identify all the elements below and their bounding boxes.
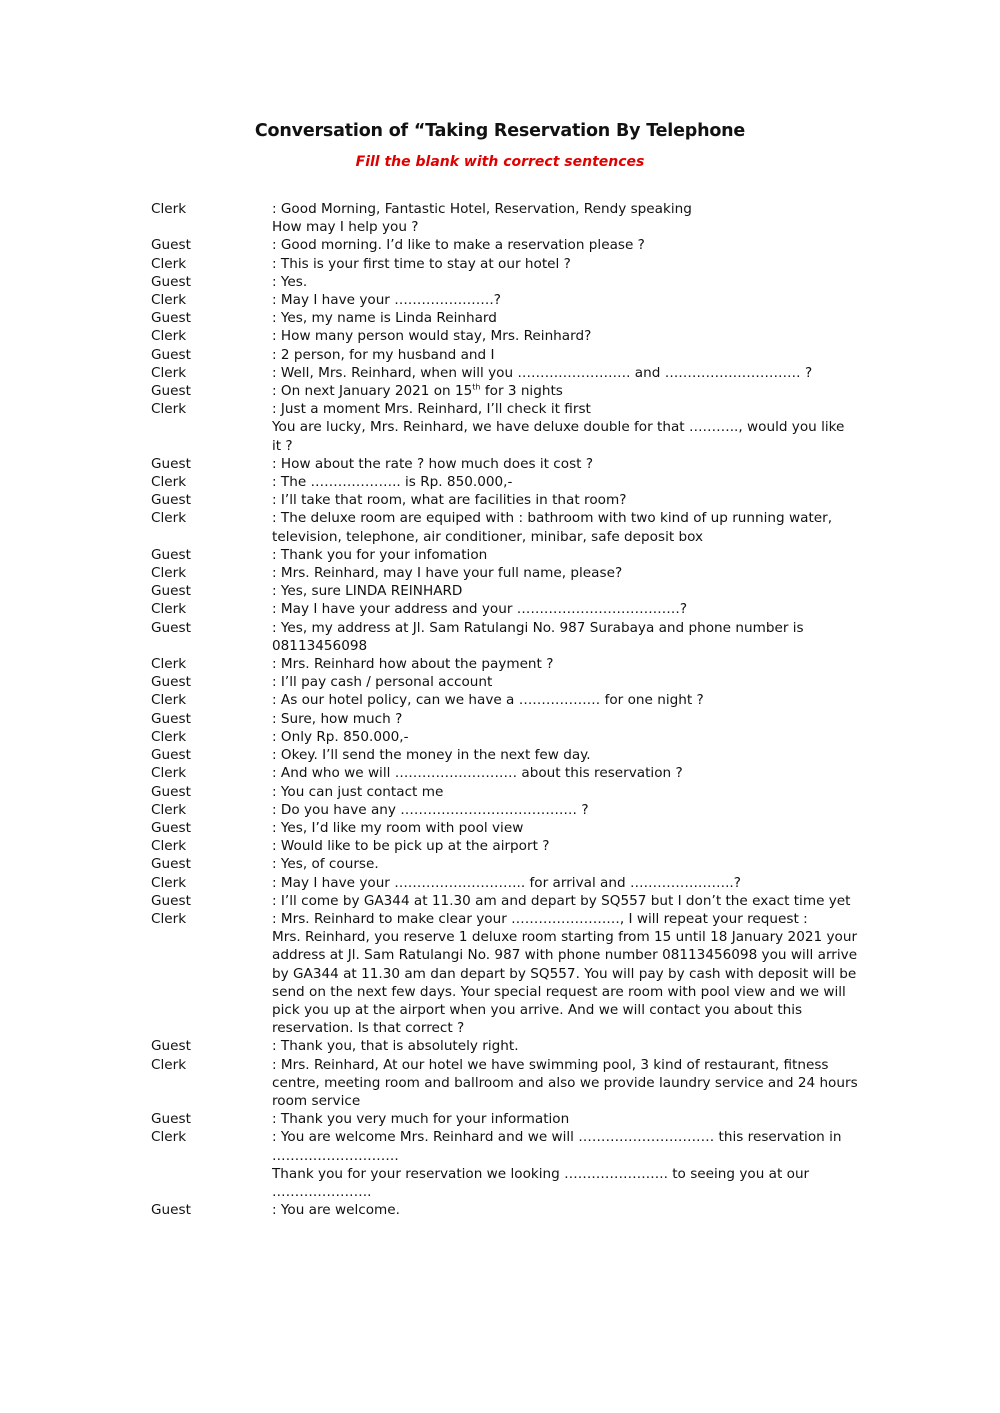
dialogue-line: : Yes, my address at Jl. Sam Ratulangi No. 987 Surabaya and phone number is [272, 619, 804, 636]
dialogue-text [272, 509, 856, 545]
dialogue-text [272, 691, 856, 709]
dialogue-row [151, 728, 856, 746]
dialogue-text [272, 855, 856, 873]
dialogue-text [272, 1110, 856, 1128]
speaker-label: Guest [151, 674, 191, 691]
dialogue-text [272, 291, 856, 309]
dialogue-line: it ? [272, 437, 293, 454]
speaker-label: Guest [151, 783, 191, 800]
dialogue-line: : How about the rate ? how much does it cost ? [272, 455, 594, 472]
dialogue-line: television, telephone, air conditioner, minibar, safe deposit box [272, 528, 704, 545]
speaker-label: Clerk [151, 910, 187, 927]
dialogue-text [272, 346, 856, 364]
speaker-label: Clerk [151, 601, 187, 618]
dialogue-line: ………………………. [272, 1147, 399, 1164]
dialogue-text [272, 327, 856, 345]
dialogue-text [272, 236, 856, 254]
speaker-label: Clerk [151, 656, 187, 673]
speaker-label: Clerk [151, 565, 187, 582]
dialogue-text [272, 273, 856, 291]
dialogue-text [272, 673, 856, 691]
dialogue-text [272, 1037, 856, 1055]
dialogue-text [272, 455, 856, 473]
speaker-label: Guest [151, 455, 191, 472]
dialogue-line: : Yes, sure LINDA REINHARD [272, 583, 463, 600]
dialogue-line: : I’ll pay cash / personal account [272, 674, 493, 691]
speaker-label: Guest [151, 346, 191, 363]
dialogue-text [272, 582, 856, 600]
speaker-label: Clerk [151, 201, 187, 217]
dialogue-row [151, 236, 856, 254]
dialogue-list [151, 200, 856, 1219]
dialogue-row [151, 582, 856, 600]
dialogue-line: : Mrs. Reinhard, At our hotel we have swimming pool, 3 kind of restaurant, fitness [272, 1056, 829, 1073]
dialogue-row [151, 509, 856, 545]
dialogue-row [151, 619, 856, 655]
speaker-label: Clerk [151, 765, 187, 782]
dialogue-line: : May I have your ………………….? [272, 292, 501, 309]
line-part: for 3 nights [480, 383, 563, 400]
speaker-label: Guest [151, 492, 191, 509]
dialogue-text [272, 819, 856, 837]
line-part: : On next January 2021 on 15 [272, 383, 473, 400]
dialogue-row [151, 673, 856, 691]
dialogue-line: 08113456098 [272, 637, 368, 654]
dialogue-text [272, 400, 856, 455]
speaker-label: Guest [151, 856, 191, 873]
dialogue-line: : The ……………….. is Rp. 850.000,- [272, 474, 513, 491]
speaker-label: Guest [151, 892, 191, 909]
dialogue-line: How may I help you ? [272, 219, 419, 236]
dialogue-row [151, 546, 856, 564]
dialogue-row [151, 564, 856, 582]
dialogue-text [272, 364, 856, 382]
dialogue-line: : Mrs. Reinhard to make clear your ……………………, I will repeat your request : [272, 910, 808, 927]
dialogue-line: …………………. [272, 1183, 372, 1200]
dialogue-line: : Would like to be pick up at the airport ? [272, 838, 550, 855]
speaker-label: Clerk [151, 401, 187, 418]
dialogue-text [272, 382, 856, 400]
dialogue-text [272, 783, 856, 801]
dialogue-line: : Yes. [272, 273, 308, 290]
dialogue-text [272, 746, 856, 764]
dialogue-line: : May I have your ……………………….. for arrival and …………………..? [272, 874, 741, 891]
dialogue-row [151, 455, 856, 473]
dialogue-row [151, 691, 856, 709]
dialogue-row [151, 892, 856, 910]
dialogue-line: : Good Morning, Fantastic Hotel, Reservation, Rendy speaking [272, 201, 692, 217]
dialogue-line: : As our hotel policy, can we have a ……………… for one night ? [272, 692, 704, 709]
dialogue-text [272, 1128, 856, 1201]
dialogue-row [151, 1110, 856, 1128]
dialogue-row [151, 382, 856, 400]
dialogue-row [151, 910, 856, 1037]
speaker-label: Clerk [151, 1129, 187, 1146]
speaker-label: Guest [151, 819, 191, 836]
dialogue-row [151, 801, 856, 819]
dialogue-text [272, 1201, 856, 1219]
dialogue-text [272, 600, 856, 618]
dialogue-row [151, 746, 856, 764]
dialogue-line: send on the next few days. Your special request are room with pool view and we will [272, 983, 846, 1000]
dialogue-text [272, 655, 856, 673]
dialogue-row [151, 855, 856, 873]
dialogue-row [151, 200, 856, 236]
dialogue-line [272, 382, 856, 400]
dialogue-text [272, 564, 856, 582]
dialogue-line: : Yes, I’d like my room with pool view [272, 819, 524, 836]
dialogue-row [151, 273, 856, 291]
dialogue-row [151, 1037, 856, 1055]
dialogue-line: : Just a moment Mrs. Reinhard, I’ll check it first [272, 401, 591, 418]
dialogue-row [151, 255, 856, 273]
dialogue-line: : You are welcome Mrs. Reinhard and we will ………………………… this reservation in [272, 1129, 842, 1146]
dialogue-line: : The deluxe room are equiped with : bathroom with two kind of up running water, [272, 510, 833, 527]
dialogue-line: : And who we will ……………………… about this reservation ? [272, 765, 683, 782]
dialogue-row [151, 473, 856, 491]
dialogue-text [272, 874, 856, 892]
dialogue-text [272, 837, 856, 855]
speaker-label: Guest [151, 383, 191, 400]
speaker-label: Clerk [151, 328, 187, 345]
dialogue-row [151, 837, 856, 855]
dialogue-text [272, 801, 856, 819]
dialogue-line: by GA344 at 11.30 am dan depart by SQ557. You will pay by cash with deposit will be [272, 965, 857, 982]
dialogue-row [151, 710, 856, 728]
dialogue-row [151, 400, 856, 455]
speaker-label: Clerk [151, 692, 187, 709]
dialogue-text [272, 1056, 858, 1111]
speaker-label: Guest [151, 710, 191, 727]
dialogue-line: : Thank you for your infomation [272, 546, 488, 563]
dialogue-text [272, 619, 856, 655]
speaker-label: Guest [151, 546, 191, 563]
dialogue-line: You are lucky, Mrs. Reinhard, we have deluxe double for that ……….., would you like [272, 419, 845, 436]
dialogue-row [151, 327, 856, 345]
speaker-label: Guest [151, 619, 191, 636]
speaker-label: Clerk [151, 874, 187, 891]
dialogue-line: : You can just contact me [272, 783, 444, 800]
speaker-label: Guest [151, 1038, 191, 1055]
dialogue-line: Mrs. Reinhard, you reserve 1 deluxe room starting from 15 until 18 January 2021 your [272, 929, 858, 946]
dialogue-line: : Do you have any ………………………………… ? [272, 801, 589, 818]
dialogue-line: Thank you for your reservation we looking ………………….. to seeing you at our [272, 1165, 810, 1182]
dialogue-line: : Thank you, that is absolutely right. [272, 1038, 519, 1055]
dialogue-line: : Mrs. Reinhard, may I have your full name, please? [272, 565, 623, 582]
dialogue-line: : Mrs. Reinhard how about the payment ? [272, 656, 554, 673]
dialogue-line: : Only Rp. 850.000,- [272, 728, 409, 745]
dialogue-line: : Yes, of course. [272, 856, 379, 873]
dialogue-line: centre, meeting room and ballroom and also we provide laundry service and 24 hours [272, 1074, 858, 1091]
dialogue-text [272, 546, 856, 564]
dialogue-row [151, 346, 856, 364]
speaker-label: Clerk [151, 801, 187, 818]
ordinal-suffix: th [472, 382, 481, 392]
dialogue-line: room service [272, 1092, 361, 1109]
dialogue-row [151, 764, 856, 782]
dialogue-line: reservation. Is that correct ? [272, 1020, 465, 1037]
speaker-label: Guest [151, 583, 191, 600]
instruction-subtitle: Fill the blank with correct sentences [355, 154, 645, 170]
dialogue-line: : Sure, how much ? [272, 710, 403, 727]
dialogue-text [272, 255, 856, 273]
dialogue-text [272, 200, 856, 236]
speaker-label: Clerk [151, 510, 187, 527]
dialogue-line: : This is your first time to stay at our hotel ? [272, 255, 571, 272]
dialogue-row [151, 1056, 856, 1111]
dialogue-line: : You are welcome. [272, 1202, 400, 1219]
dialogue-text [272, 309, 856, 327]
dialogue-text [272, 710, 856, 728]
speaker-label: Clerk [151, 474, 187, 491]
dialogue-line: : Okey. I’ll send the money in the next few day. [272, 747, 591, 764]
dialogue-line: pick you up at the airport when you arrive. And we will contact you about this [272, 1001, 803, 1018]
dialogue-text [272, 491, 856, 509]
speaker-label: Guest [151, 747, 191, 764]
speaker-label: Clerk [151, 838, 187, 855]
dialogue-row [151, 600, 856, 618]
dialogue-row [151, 491, 856, 509]
dialogue-row [151, 364, 856, 382]
dialogue-line: : Good morning. I’d like to make a reservation please ? [272, 237, 645, 254]
dialogue-line: : 2 person, for my husband and I [272, 346, 495, 363]
speaker-label: Guest [151, 273, 191, 290]
speaker-label: Guest [151, 237, 191, 254]
dialogue-text [272, 764, 856, 782]
speaker-label: Clerk [151, 364, 187, 381]
page-title: Conversation of “Taking Reservation By Telephone [254, 121, 746, 141]
dialogue-text [272, 473, 856, 491]
dialogue-text [272, 892, 856, 910]
speaker-label: Clerk [151, 292, 187, 309]
dialogue-row [151, 291, 856, 309]
speaker-label: Clerk [151, 728, 187, 745]
dialogue-line: : I’ll take that room, what are facilities in that room? [272, 492, 627, 509]
dialogue-row [151, 783, 856, 801]
speaker-label: Clerk [151, 255, 187, 272]
dialogue-line: address at Jl. Sam Ratulangi No. 987 with phone number 08113456098 you will arrive [272, 947, 858, 964]
dialogue-row [151, 819, 856, 837]
dialogue-row [151, 309, 856, 327]
dialogue-line: : I’ll come by GA344 at 11.30 am and depart by SQ557 but I don’t the exact time yet [272, 892, 851, 909]
dialogue-row [151, 1128, 856, 1201]
dialogue-row [151, 874, 856, 892]
dialogue-text [272, 728, 856, 746]
dialogue-line: : Thank you very much for your information [272, 1111, 570, 1128]
dialogue-row [151, 655, 856, 673]
dialogue-line: : May I have your address and your ………………………………? [272, 601, 688, 618]
speaker-label: Guest [151, 310, 191, 327]
dialogue-text [272, 910, 857, 1037]
speaker-label: Guest [151, 1111, 191, 1128]
speaker-label: Clerk [151, 1056, 187, 1073]
dialogue-line: : Well, Mrs. Reinhard, when will you ……………………. and ………………………… ? [272, 364, 813, 381]
speaker-label: Guest [151, 1202, 191, 1219]
dialogue-line: : Yes, my name is Linda Reinhard [272, 310, 497, 327]
dialogue-row [151, 1201, 856, 1219]
dialogue-line: : How many person would stay, Mrs. Reinhard? [272, 328, 592, 345]
